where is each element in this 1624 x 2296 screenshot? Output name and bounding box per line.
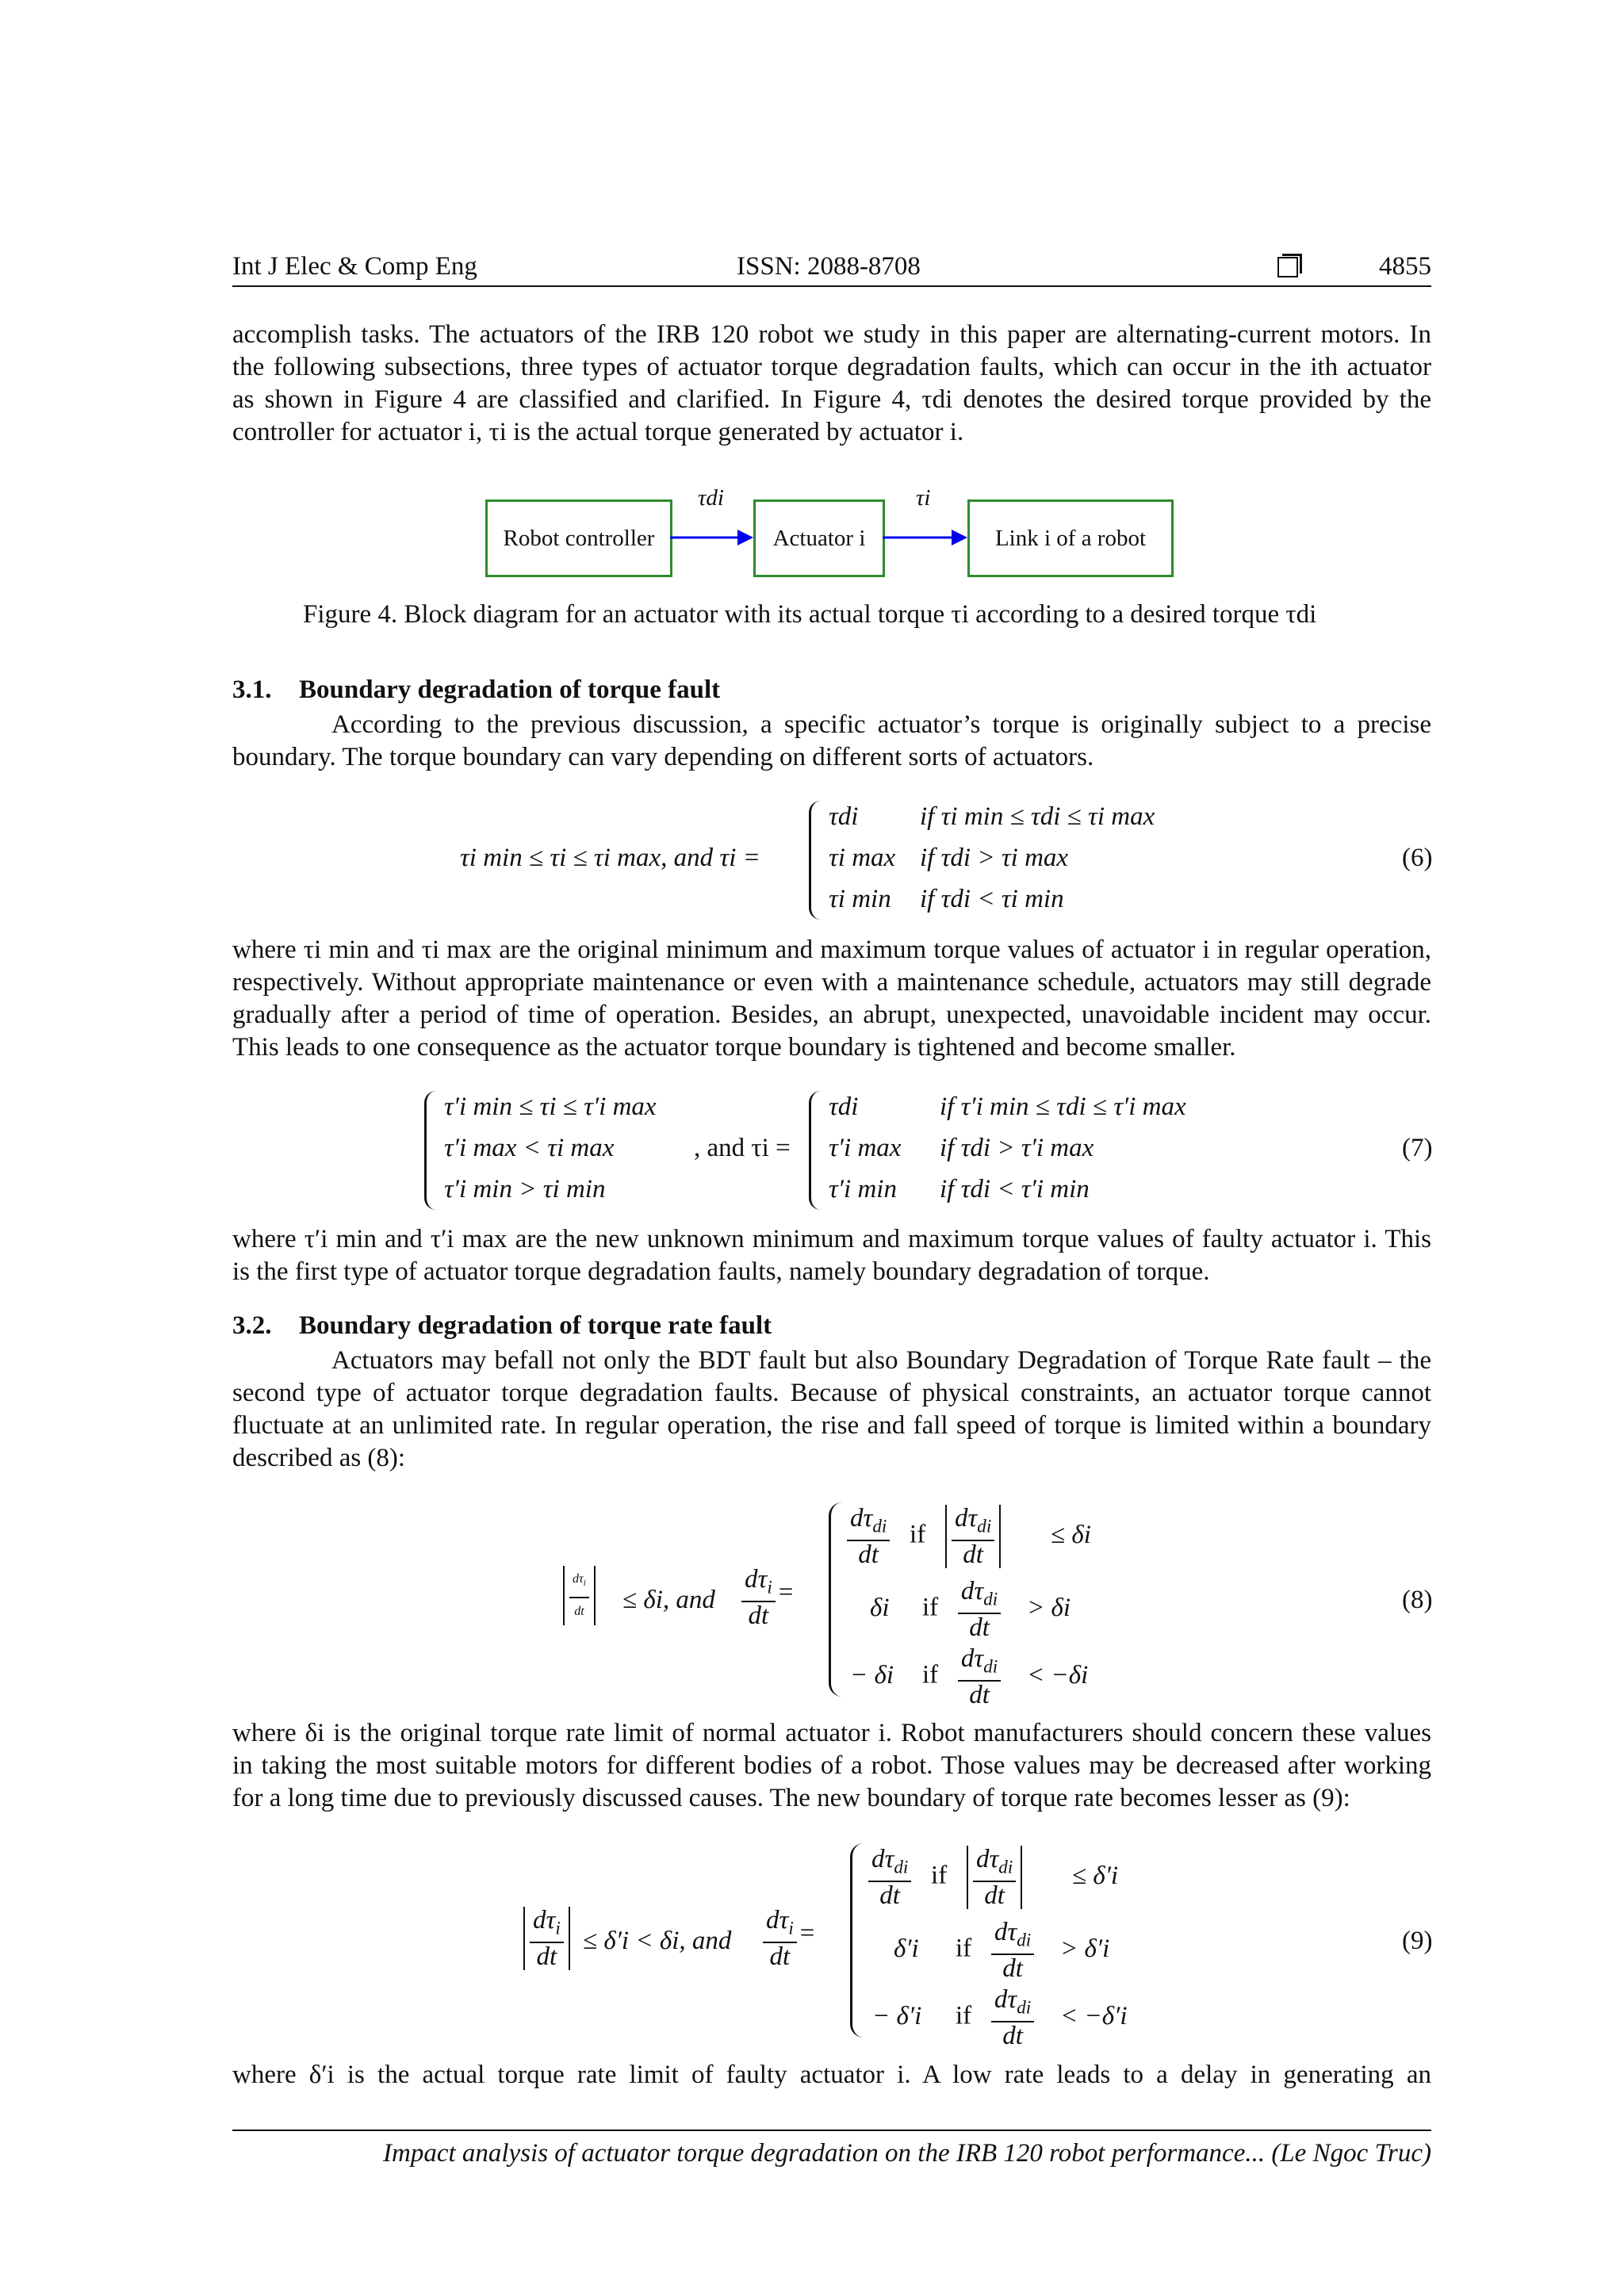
running-footer: Impact analysis of actuator torque degradation on the IRB 120 robot performance... (Le Ngoc Truc): [383, 2139, 1431, 2168]
arrow-2-label: τi: [916, 485, 931, 511]
eq8-case-val: − δi: [850, 1661, 894, 1689]
eq8-case1: $\frac{d\tau_{di}}{dt}$ if $\frac{d\tau_{di}}{dt}$: [847, 1505, 1001, 1568]
text-line: described as (8):: [232, 1444, 406, 1472]
eq9-case-val: − δ′i: [872, 2002, 922, 2030]
eq8-case-cond: < −δi: [1027, 1661, 1089, 1689]
eq7-case-cond: if τdi < τ′i min: [940, 1175, 1090, 1203]
eq7-left-brace: [424, 1091, 436, 1210]
text-line: gradually after a period of time of operation. Besides, an abrupt, unexpected, unavoidable incident may occur.: [232, 1001, 1431, 1029]
actuator-box: Actuator i: [753, 499, 885, 577]
eq6-case-cond: if τdi < τi min: [920, 885, 1064, 913]
text-line: where δi is the original torque rate limit of normal actuator i. Robot manufacturers should concern these values: [232, 1719, 1431, 1747]
eq6-left: τi min ≤ τi ≤ τi max, and τi =: [460, 844, 760, 872]
text-line: controller for actuator i, τi is the actual torque generated by actuator i.: [232, 418, 964, 446]
text-line: where τi min and τi max are the original minimum and maximum torque values of actuator i in regular operation,: [232, 936, 1431, 964]
eq7-mid: , and τi =: [694, 1134, 791, 1162]
eq6-case-cond: if τi min ≤ τdi ≤ τi max: [920, 802, 1155, 831]
eq6-case-val: τi min: [829, 885, 891, 913]
eq8-case3: if $\frac{d\tau_{di}}{dt}$: [922, 1645, 1001, 1709]
section-3-2-heading: [232, 1311, 772, 1341]
sec31-paragraph-2: [232, 934, 1431, 1064]
text-line: respectively. Without appropriate maintenance or even with a maintenance schedule, actuators may still degrade: [232, 968, 1431, 997]
sec32-paragraph-3: [232, 2059, 1431, 2091]
eq6-case-val: τi max: [829, 844, 896, 872]
sec32-paragraph-2: [232, 1717, 1431, 1815]
eq9-case-cond: ≤ δ′i: [1072, 1862, 1119, 1890]
robot-controller-box: Robot controller: [485, 499, 672, 577]
eq9-case2: if $\frac{d\tau_{di}}{dt}$: [956, 1919, 1034, 1982]
eq9-left: ≤ δ′i < δi, and: [583, 1927, 732, 1955]
link-box: Link i of a robot: [967, 499, 1174, 577]
text-line: where δ′i is the actual torque rate limit of faulty actuator i. A low rate leads to a delay in generating an: [232, 2061, 1431, 2089]
eq7-case-val: τ′i min: [829, 1175, 897, 1203]
eq6-brace: [809, 801, 821, 920]
text-line: where τ′i min and τ′i max are the new unknown minimum and maximum torque values of faulty actuator i. This: [232, 1225, 1431, 1253]
eq8-case-val: δi: [870, 1594, 890, 1622]
text-line: the following subsections, three types of actuator torque degradation faults, which can occur in the ith actuator: [232, 353, 1431, 381]
eq7-left-case: τ′i max < τi max: [444, 1134, 615, 1162]
section-title: Boundary degradation of torque fault: [299, 675, 721, 704]
text-line: boundary. The torque boundary can vary depending on different sorts of actuators.: [232, 743, 1094, 771]
eq7-number: (7): [1402, 1134, 1433, 1162]
section-title: Boundary degradation of torque rate fault: [299, 1311, 772, 1340]
section-3-1-heading: [232, 675, 720, 705]
diagram-arrows: [0, 0, 1624, 634]
eq7-case-cond: if τ′i min ≤ τdi ≤ τ′i max: [940, 1093, 1186, 1121]
page-number: 4855: [1379, 252, 1431, 281]
arrow-1-head: [737, 530, 753, 545]
eq8-abs-frac: $\frac{d\tau_i}{dt}$: [563, 1566, 596, 1625]
eq8-left: ≤ δi, and: [622, 1586, 715, 1614]
text-line: According to the previous discussion, a specific actuator’s torque is originally subject to a precise: [331, 710, 1431, 739]
eq8-lhs-frac: $\frac{d\tau_i}{dt}$ =: [741, 1566, 793, 1629]
eq9-case3: if $\frac{d\tau_{di}}{dt}$: [956, 1986, 1034, 2049]
text-line: as shown in Figure 4 are classified and clarified. In Figure 4, τdi denotes the desired torque provided by the: [232, 385, 1431, 414]
eq9-number: (9): [1402, 1927, 1433, 1955]
eq7-case-val: τdi: [829, 1093, 859, 1121]
eq7-right-brace: [809, 1091, 821, 1210]
eq8-brace: [829, 1502, 842, 1697]
eq6-number: (6): [1402, 844, 1433, 872]
text-line: second type of actuator torque degradation faults. Because of physical constraints, an actuator torque cannot: [232, 1379, 1431, 1407]
text-line: This leads to one consequence as the actuator torque boundary is tightened and become smaller.: [232, 1033, 1236, 1062]
section-number: 3.1.: [232, 675, 272, 704]
eq6-case-val: τdi: [829, 802, 859, 831]
sec31-paragraph-1: [232, 709, 1431, 774]
eq8-case-cond: > δi: [1027, 1594, 1071, 1622]
text-line: accomplish tasks. The actuators of the IRB 120 robot we study in this paper are alternating-current motors. In: [232, 320, 1431, 349]
eq9-abs-frac: $\frac{d\tau_i}{dt}$: [523, 1907, 570, 1970]
eq7-left-case: τ′i min ≤ τi ≤ τ′i max: [444, 1093, 657, 1121]
eq8-case-cond: ≤ δi: [1051, 1521, 1091, 1549]
sec31-paragraph-3: [232, 1223, 1431, 1288]
text-line: fluctuate at an unlimited rate. In regular operation, the rise and fall speed of torque is limited within a boundary: [232, 1411, 1431, 1440]
text-line: is the first type of actuator torque degradation faults, namely boundary degradation of torque.: [232, 1257, 1210, 1286]
text-line: in taking the most suitable motors for different bodies of a robot. Those values may be decreased after working: [232, 1751, 1431, 1780]
eq8-number: (8): [1402, 1586, 1433, 1614]
eq7-left-case: τ′i min > τi min: [444, 1175, 606, 1203]
eq6-case-cond: if τdi > τi max: [920, 844, 1069, 872]
eq7-case-val: τ′i max: [829, 1134, 902, 1162]
figure-4-caption: Figure 4. Block diagram for an actuator with its actual torque τi according to a desired torque τdi: [303, 600, 1317, 629]
arrow-2-head: [952, 530, 967, 545]
footer-rule: [232, 2130, 1431, 2131]
eq9-case-cond: > δ′i: [1060, 1934, 1110, 1963]
eq9-case-val: δ′i: [894, 1934, 919, 1963]
section-number: 3.2.: [232, 1311, 272, 1340]
eq9-case-cond: < −δ′i: [1060, 2002, 1128, 2030]
eq8-case2: if $\frac{d\tau_{di}}{dt}$: [922, 1578, 1001, 1641]
issn: ISSN: 2088-8708: [737, 252, 921, 281]
eq7-case-cond: if τdi > τ′i max: [940, 1134, 1094, 1162]
eq9-lhs-frac: $\frac{d\tau_i}{dt}$ =: [763, 1907, 814, 1970]
eq9-brace: [850, 1843, 864, 2038]
text-line: Actuators may befall not only the BDT fault but also Boundary Degradation of Torque Rate fault – the: [331, 1346, 1431, 1375]
text-line: for a long time due to previously discussed causes. The new boundary of torque rate becomes lesser as (9):: [232, 1784, 1350, 1812]
journal-name: Int J Elec & Comp Eng: [232, 252, 477, 281]
arrow-1-label: τdi: [698, 485, 724, 511]
eq9-case1: $\frac{d\tau_{di}}{dt}$ if $\frac{d\tau_{di}}{dt}$: [868, 1846, 1022, 1909]
sec32-paragraph-1: [232, 1345, 1431, 1475]
